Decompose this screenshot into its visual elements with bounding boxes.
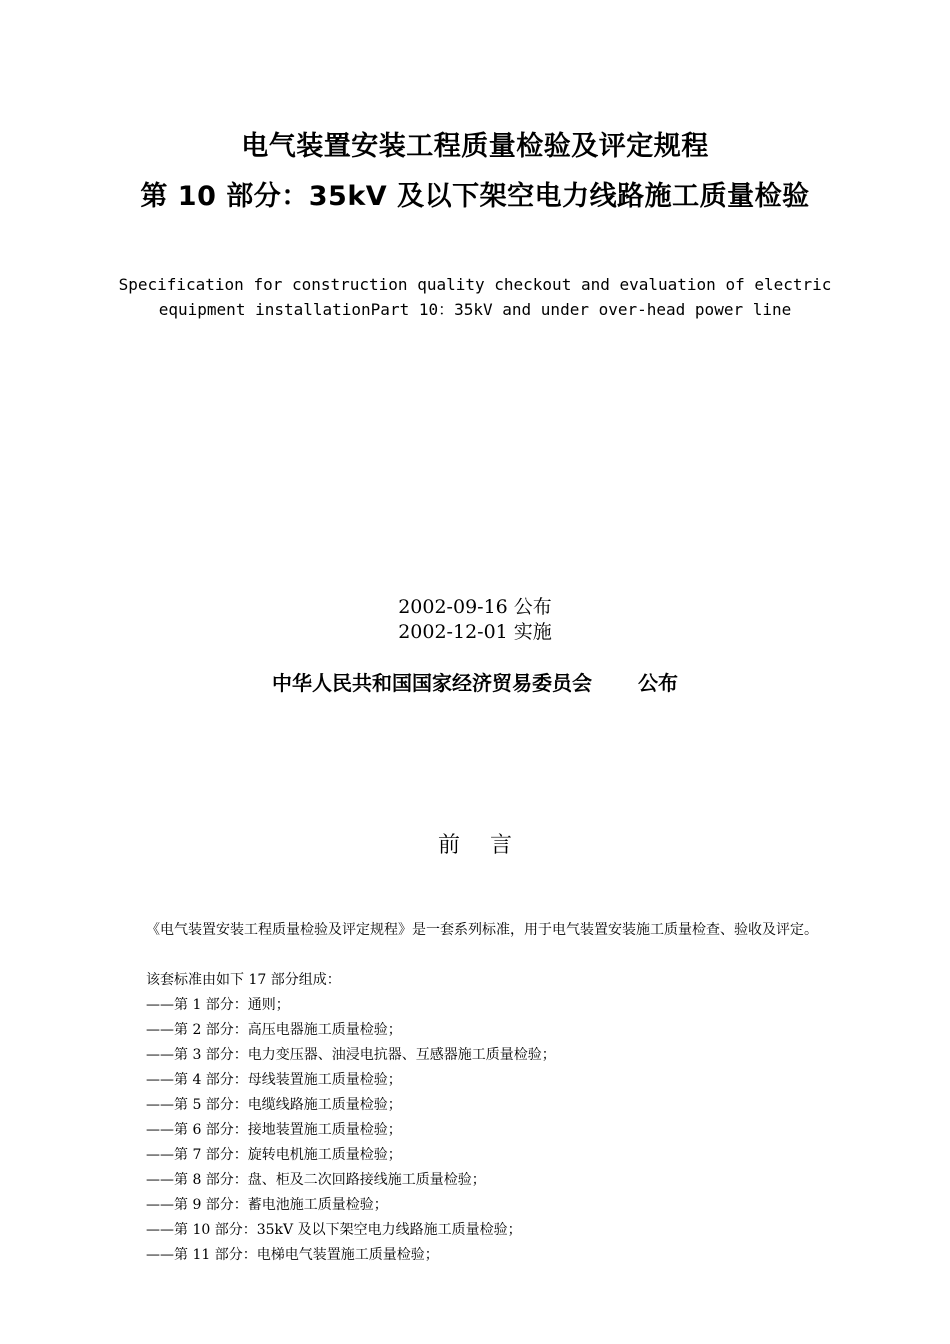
effective-date: 2002-12-01 实施 (398, 621, 552, 643)
list-item: ——第 7 部分：旋转电机施工质量检验； (146, 1147, 402, 1163)
list-item: ——第 4 部分：母线装置施工质量检验； (146, 1072, 402, 1088)
list-item: ——第 2 部分：高压电器施工质量检验； (146, 1022, 402, 1038)
title-line-1: 电气装置安装工程质量检验及评定规程 (241, 131, 709, 162)
list-item: ——第 8 部分：盘、柜及二次回路接线施工质量检验； (146, 1172, 486, 1188)
list-item: ——第 5 部分：电缆线路施工质量检验； (146, 1097, 402, 1113)
publisher-name: 中华人民共和国国家经济贸易委员会 (272, 671, 592, 695)
list-item: ——第 6 部分：接地装置施工质量检验； (146, 1122, 402, 1138)
list-item: ——第 10 部分：35kV 及以下架空电力线路施工质量检验； (146, 1222, 522, 1238)
list-item: ——第 3 部分：电力变压器、油浸电抗器、互感器施工质量检验； (146, 1047, 556, 1063)
foreword-heading: 前言 (437, 833, 542, 858)
publisher-line (0, 669, 950, 697)
list-item: ——第 11 部分：电梯电气装置施工质量检验； (146, 1247, 439, 1263)
parts-list (146, 993, 556, 1268)
english-title-line-1: Specification for construction quality checkout and evaluation of electric (118, 275, 832, 294)
parts-intro: 该套标准由如下 17 部分组成： (146, 972, 341, 988)
list-item: ——第 1 部分：通则； (146, 997, 290, 1013)
title-line-2: 第 10 部分：35kV 及以下架空电力线路施工质量检验 (140, 181, 810, 212)
list-item: ——第 9 部分：蓄电池施工质量检验； (146, 1197, 388, 1213)
intro-paragraph: 《电气装置安装工程质量检验及评定规程》是一套系列标准，用于电气装置安装施工质量检查、验收及评定。 (146, 922, 818, 938)
english-title-line-2: equipment installationPart 10：35kV and under over-head power line (158, 300, 792, 319)
publisher-suffix: 公布 (638, 671, 678, 695)
publish-date: 2002-09-16 公布 (398, 596, 552, 618)
